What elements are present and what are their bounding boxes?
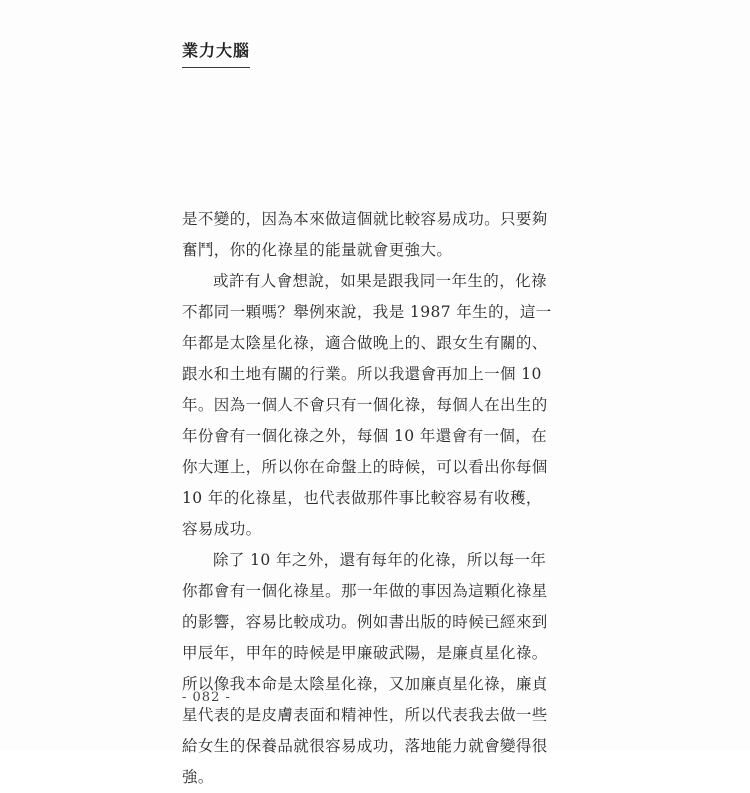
running-header-title: 業力大腦	[182, 38, 250, 68]
page-number: - 082 -	[182, 690, 231, 705]
paragraph: 或許有人會想說，如果是跟我同一年生的，化祿不都同一顆嗎？舉例來說，我是 1987 年生的，這一年都是太陰星化祿，適合做晚上的、跟女生有關的、跟水和土地有關的行業。所以我還會再加上一個 10 年。因為一個人不會只有一個化祿，每個人在出生的年份會有一個化祿之外，每個 10 年還會有一個，在你大運上，所以你在命盤上的時候，可以看出你每個 10 年的化祿星，也代表做那件事比較容易有收穫，容易成功。	[182, 272, 552, 538]
paragraph: 是不變的，因為本來做這個就比較容易成功。只要夠奮鬥，你的化祿星的能量就會更強大。	[182, 210, 548, 259]
body-text	[182, 204, 554, 793]
paragraph: 除了 10 年之外，還有每年的化祿，所以每一年你都會有一個化祿星。那一年做的事因為這顆化祿星的影響，容易比較成功。例如書出版的時候已經來到甲辰年，甲年的時候是甲廉破武陽，是廉貞星化祿。所以像我本命是太陰星化祿，又加廉貞星化祿，廉貞星代表的是皮膚表面和精神性，所以代表我去做一些給女生的保養品就很容易成功，落地能力就會變得很強。	[182, 551, 548, 786]
